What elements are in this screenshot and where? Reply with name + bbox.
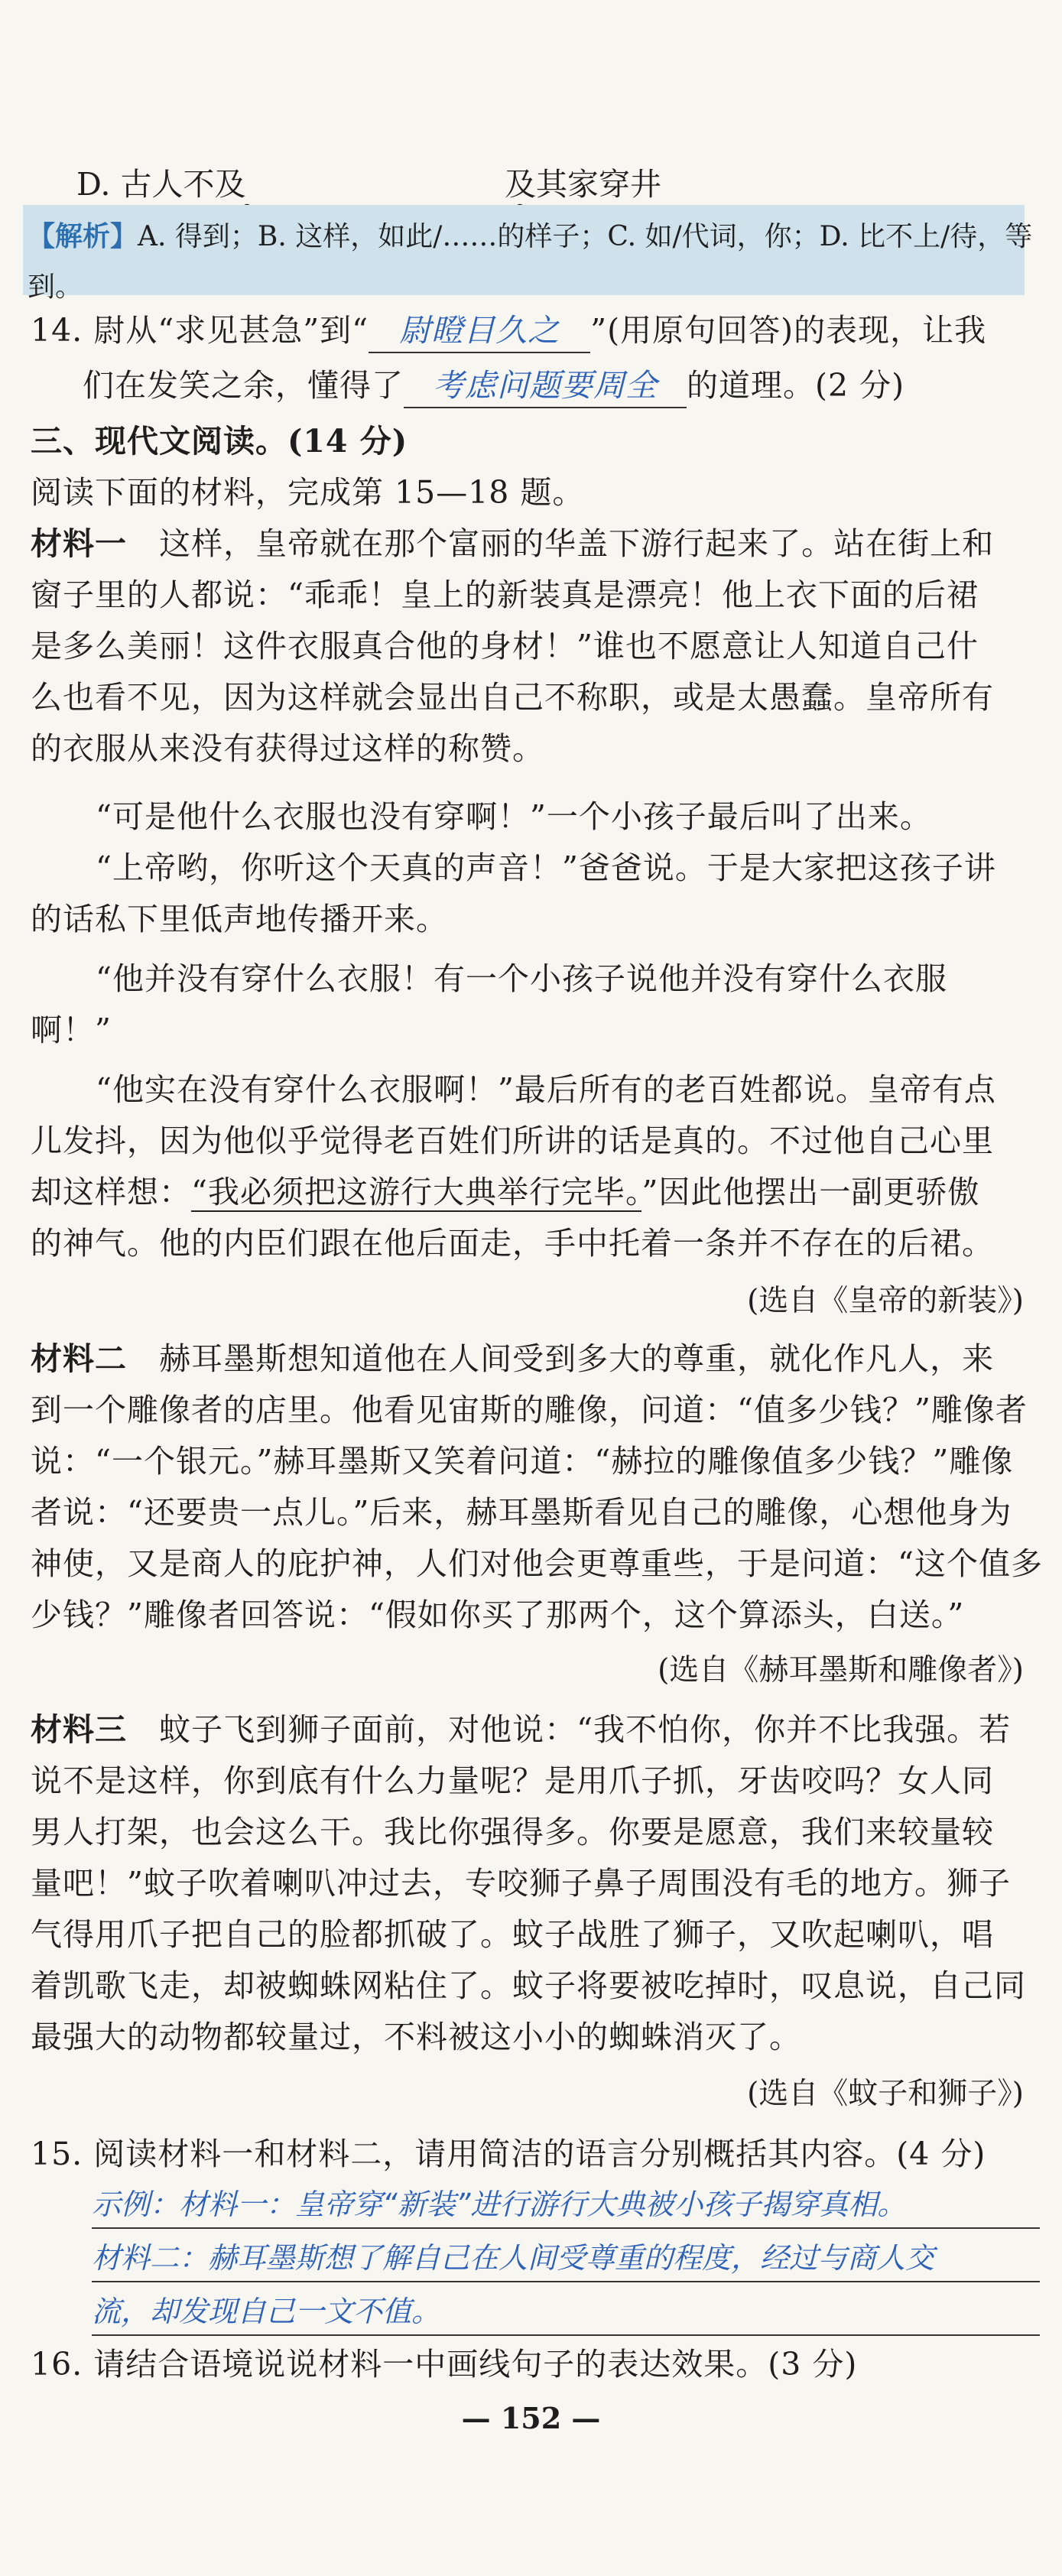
material-3-line-2: 说不是这样，你到底有什么力量呢？是用爪子抓，牙齿咬吗？女人同	[31, 1762, 994, 1799]
material-1-p5c-post: ”因此他摆出一副更骄傲	[641, 1174, 980, 1210]
material-3-line-5: 气得用爪子把自己的脸都抓破了。蚊子战胜了狮子，又吹起喇叭，唱	[31, 1916, 994, 1953]
page-number: — 152 —	[461, 2401, 601, 2435]
q14-answer-2: 考虑问题要周全	[404, 364, 687, 408]
q15-rule-3	[92, 2334, 1040, 2336]
material-1-line-1	[31, 519, 994, 568]
material-3-line-1	[31, 1705, 1011, 1754]
q14-line-1	[31, 306, 986, 355]
material-1-line-4: 么也看不见，因为这样就会显出自己不称职，或是太愚蠢。皇帝所有	[31, 679, 994, 716]
material-2-line-5: 神使，又是商人的庇护神，人们对他会更尊重些，于是问道：“这个值多	[31, 1545, 1043, 1582]
material-1-p5b: 儿发抖，因为他似乎觉得老百姓们所讲的话是真的。不过他自己心里	[31, 1122, 994, 1159]
material-2-text: 赫耳墨斯想知道他在人间受到多大的尊重，就化作凡人，来	[159, 1340, 995, 1377]
material-2-line-1	[31, 1334, 994, 1383]
q16-question: 16. 请结合语境说说材料一中画线句子的表达效果。(3 分)	[31, 2346, 858, 2383]
material-1-line-3: 是多么美丽！这件衣服真合他的身材！”谁也不愿意让人知道自己什	[31, 628, 979, 664]
q14-line-2	[83, 361, 904, 410]
material-1-text: 这样，皇帝就在那个富丽的华盖下游行起来了。站在街上和	[159, 525, 995, 562]
material-1-p5c	[31, 1168, 979, 1217]
material-1-p5a: “他实在没有穿什么衣服啊！”最后所有的老百姓都说。皇帝有点	[96, 1071, 996, 1108]
material-1-p4a: “他并没有穿什么衣服！有一个小孩子说他并没有穿什么衣服	[96, 960, 947, 997]
q15-answer-line-2: 材料二：赫耳墨斯想了解自己在人间受尊重的程度，经过与商人交	[92, 2241, 935, 2275]
material-3-text: 蚊子飞到狮子面前，对他说：“我不怕你，你并不比我强。若	[159, 1711, 1012, 1748]
q15-question: 15. 阅读材料一和材料二，请用简洁的语言分别概括其内容。(4 分)	[31, 2136, 986, 2172]
material-3-line-7: 最强大的动物都较量过，不料被这小小的蜘蛛消灭了。	[31, 2019, 801, 2055]
q14-answer-1: 尉瞪目久之	[369, 309, 590, 353]
material-3-line-6: 着凯歌飞走，却被蜘蛛网粘住了。蚊子将要被吃掉时，叹息说，自己同	[31, 1967, 1026, 2004]
option-d-phrase	[505, 159, 661, 204]
q15-answer-line-3: 流，却发现自己一文不值。	[92, 2295, 441, 2328]
material-3-source: (选自《蚊子和狮子》)	[747, 2077, 1024, 2111]
analysis-tag: 【解析】	[28, 221, 138, 252]
material-1-p5c-pre: 却这样想：	[31, 1174, 191, 1210]
material-1-line-5: 的衣服从来没有获得过这样的称赞。	[31, 730, 544, 767]
material-2-line-3: 说：“一个银元。”赫耳墨斯又笑着问道：“赫拉的雕像值多少钱？”雕像	[31, 1443, 1014, 1480]
q15-rule-2	[92, 2281, 1040, 2282]
material-1-source: (选自《皇帝的新装》)	[747, 1284, 1024, 1318]
material-1-label: 材料一	[31, 525, 127, 562]
material-1-p2: “可是他什么衣服也没有穿啊！”一个小孩子最后叫了出来。	[96, 798, 932, 835]
analysis-line-1	[28, 216, 1032, 258]
q15-answer-line-1: 示例：材料一：皇帝穿“新装”进行游行大典被小孩子揭穿真相。	[92, 2188, 907, 2221]
option-d-phrase-text: 及其家穿井	[505, 166, 661, 203]
material-3-label: 材料三	[31, 1711, 127, 1748]
underlined-sentence: “我必须把这游行大典举行完毕。	[191, 1174, 642, 1210]
analysis-text-1: A. 得到；B. 这样，如此/……的样子；C. 如/代词，你；D. 比不上/待，等	[138, 221, 1033, 252]
material-1-p4b: 啊！”	[31, 1012, 112, 1048]
material-1-line-2: 窗子里的人都说：“乖乖！皇上的新装真是漂亮！他上衣下面的后裙	[31, 577, 979, 613]
option-d-label: D. 古人不及	[76, 166, 246, 203]
material-1-p3b: 的话私下里低声地传播开来。	[31, 901, 448, 937]
q14-part-4: 的道理。(2 分)	[687, 367, 905, 404]
material-1-p3a: “上帝哟，你听这个天真的声音！”爸爸说。于是大家把这孩子讲	[96, 849, 996, 886]
section-3-title: 三、现代文阅读。(14 分)	[31, 423, 408, 460]
q15-rule-1	[92, 2227, 1040, 2229]
section-3-intro: 阅读下面的材料，完成第 15—18 题。	[31, 474, 585, 511]
material-2-line-2: 到一个雕像者的店里。他看见宙斯的雕像，问道：“值多少钱？”雕像者	[31, 1392, 1028, 1428]
material-3-line-3: 男人打架，也会这么干。我比你强得多。你要是愿意，我们来较量较	[31, 1814, 994, 1850]
material-2-line-6: 少钱？”雕像者回答说：“假如你买了那两个，这个算添头，白送。”	[31, 1597, 965, 1633]
option-d	[76, 159, 245, 204]
q14-part-2: ”(用原句回答)的表现，让我	[590, 312, 987, 349]
material-3-line-4: 量吧！”蚊子吹着喇叭冲过去，专咬狮子鼻子周围没有毛的地方。狮子	[31, 1865, 1011, 1902]
analysis-line-2	[28, 266, 83, 309]
material-2-line-4: 者说：“还要贵一点儿。”后来，赫耳墨斯看见自己的雕像，心想他身为	[31, 1494, 1012, 1531]
analysis-text-2: 到。	[28, 271, 83, 303]
q14-part-3: 们在发笑之余，懂得了	[83, 367, 404, 404]
q14-part-1: 14. 尉从“求见甚急”到“	[31, 312, 369, 349]
material-2-label: 材料二	[31, 1340, 127, 1377]
material-1-p5d: 的神气。他的内臣们跟在他后面走，手中托着一条并不存在的后裙。	[31, 1225, 994, 1262]
material-2-source: (选自《赫耳墨斯和雕像者》)	[658, 1653, 1024, 1688]
